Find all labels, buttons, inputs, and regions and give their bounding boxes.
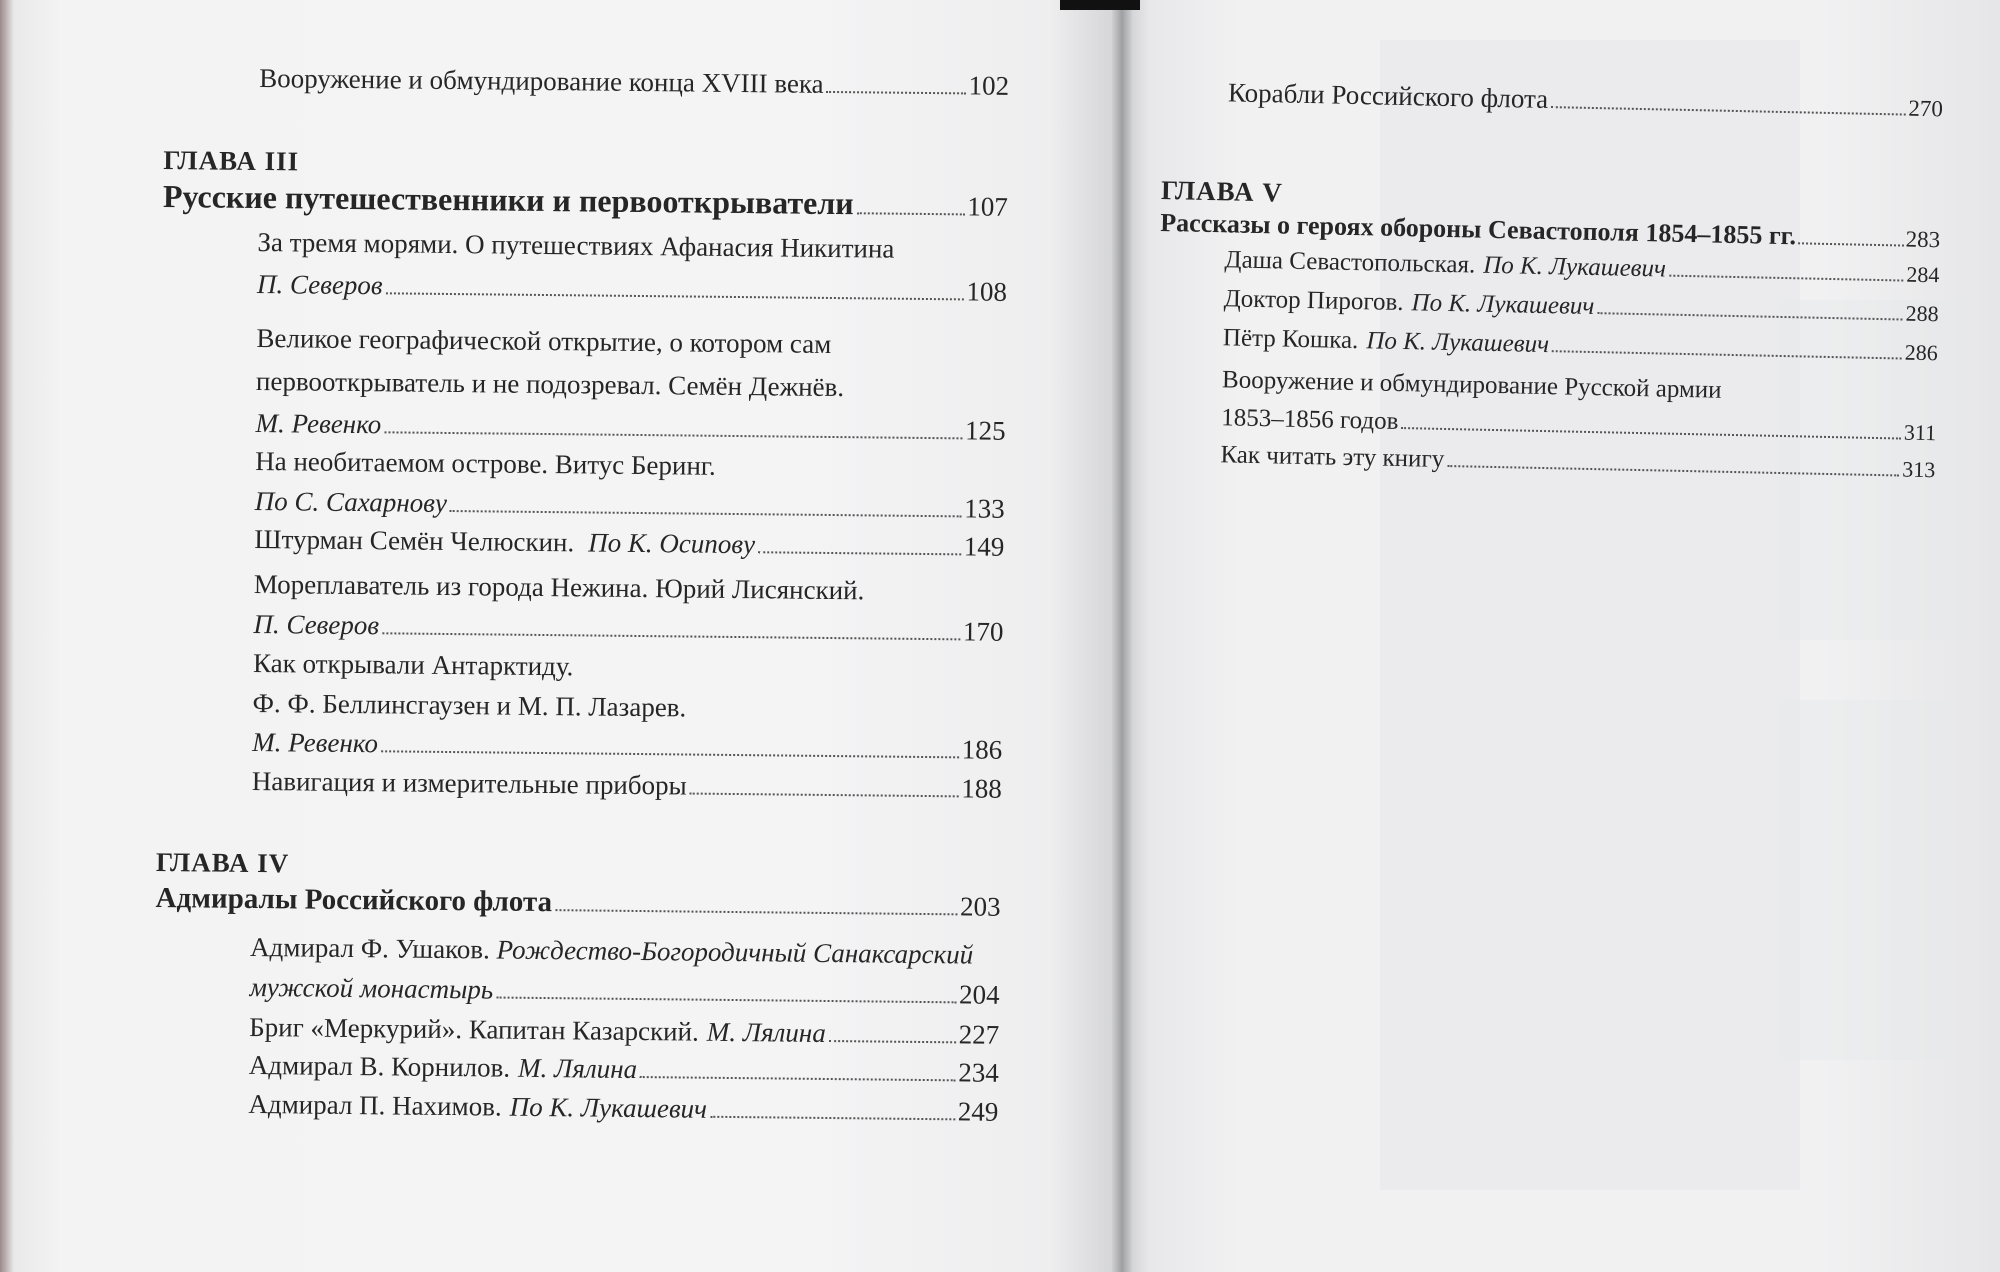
page-number: 203	[959, 891, 1001, 922]
chapter-label: ГЛАВА III	[163, 144, 300, 177]
right-toc-block	[1138, 0, 1944, 1272]
toc-entry-author: М. Лялина	[517, 1052, 638, 1085]
toc-entry-author: М. Лялина	[706, 1016, 826, 1048]
chapter-title-text: Русские путешественники и первооткрыватели	[162, 177, 854, 222]
toc-entry-title: За тремя морями. О путешествиях Афанасия Никитина	[257, 226, 895, 264]
cover-edge	[1060, 0, 1140, 10]
page-number: 249	[957, 1096, 999, 1127]
toc-entry-title-cont: 1853–1856 годов	[1220, 404, 1399, 435]
toc-entry-title: Адмирал В. Корнилов.	[248, 1049, 511, 1083]
dot-leader	[710, 1116, 955, 1121]
page-number: 108	[966, 276, 1008, 307]
toc-entry-title: Адмирал П. Нахимов.	[248, 1088, 502, 1122]
toc-entry-author: По К. Осипову	[588, 527, 756, 560]
page-number: 102	[968, 70, 1010, 101]
dot-leader	[384, 431, 962, 439]
dot-leader	[496, 997, 956, 1004]
toc-entry-author: По К. Лукашевич	[1366, 327, 1550, 359]
toc-entry-author: М. Ревенко	[255, 407, 382, 440]
toc-entry-title: Бриг «Меркурий». Капитан Казарский.	[249, 1011, 699, 1047]
page-number: 234	[958, 1057, 999, 1088]
chapter-label: ГЛАВА IV	[155, 846, 290, 879]
dot-leader	[382, 632, 960, 640]
toc-entry-author: По С. Сахарнову	[254, 485, 448, 518]
chapter-title-3	[163, 178, 1008, 231]
page-number: 283	[1905, 226, 1941, 253]
toc-entry-title: Великое географической открытие, о котором сам	[256, 322, 832, 359]
dot-leader	[857, 212, 965, 215]
toc-entry-title: Пётр Кошка.	[1222, 324, 1359, 355]
toc-entry-249	[248, 1089, 998, 1137]
chapter-title-text: Рассказы о героях обороны Севастополя 1854–1855 гг.	[1160, 207, 1797, 251]
toc-entry-title: Мореплаватель из города Нежина. Юрий Лисянский.	[253, 568, 865, 606]
dot-leader	[381, 750, 959, 758]
toc-entry-270	[1228, 77, 1944, 132]
toc-entry-author: мужской монастырь	[249, 971, 494, 1005]
chapter-label: ГЛАВА V	[1160, 174, 1284, 208]
toc-entry-title: Адмирал Ф. Ушаков.	[249, 931, 491, 965]
toc-entry-author: Рождество-Богородичный Санаксарский	[496, 934, 974, 970]
toc-entry-188	[252, 766, 1002, 814]
dot-leader	[1597, 312, 1902, 320]
book-gutter	[1112, 0, 1132, 1272]
page-number: 149	[963, 531, 1005, 562]
dot-leader	[1552, 350, 1902, 359]
toc-entry-title: Навигация и измерительные приборы	[251, 765, 687, 801]
toc-entry-author: По К. Лукашевич	[1482, 251, 1667, 283]
toc-entry-title: Вооружение и обмундирование Русской армии	[1221, 366, 1722, 404]
dot-leader	[1447, 465, 1899, 476]
page-number: 170	[962, 616, 1004, 647]
toc-entry-author: По К. Лукашевич	[509, 1091, 708, 1124]
page-number: 188	[961, 773, 1002, 804]
page-number: 313	[1902, 456, 1936, 483]
page-number: 204	[958, 979, 1000, 1010]
toc-entry-title: Корабли Российского флота	[1227, 77, 1549, 115]
page-number: 227	[958, 1019, 1000, 1050]
page-number: 270	[1908, 95, 1944, 122]
dot-leader	[450, 510, 961, 517]
toc-entry-author: П. Северов	[256, 268, 383, 301]
dot-leader	[829, 1040, 956, 1043]
dot-leader	[1798, 242, 1904, 246]
toc-entry-108	[257, 269, 1007, 317]
dot-leader	[555, 909, 957, 915]
toc-entry-title: Штурман Семён Челюскин.	[254, 523, 575, 558]
toc-entry-title-line	[250, 932, 973, 971]
page-number: 107	[967, 191, 1009, 222]
dot-leader	[386, 292, 964, 300]
page-number: 125	[964, 415, 1006, 446]
chapter-title-4	[155, 882, 1000, 935]
chapter-title-text: Адмиралы Российского флота	[155, 881, 553, 919]
toc-entry-title: Доктор Пирогов.	[1223, 285, 1404, 317]
dot-leader	[640, 1076, 955, 1081]
dot-leader	[827, 91, 966, 94]
page-number: 133	[964, 493, 1005, 524]
toc-entry-title: Как читать эту книгу	[1220, 441, 1445, 473]
left-toc-block	[152, 0, 1010, 1272]
dot-leader	[690, 793, 959, 798]
toc-entry-102	[259, 63, 1009, 111]
dot-leader	[758, 551, 961, 555]
page-number: 288	[1905, 300, 1939, 327]
page-number: 286	[1904, 339, 1939, 366]
toc-entry-title: На необитаемом острове. Витус Беринг.	[255, 445, 716, 481]
right-page	[1120, 0, 2000, 1272]
toc-entry-title: Вооружение и обмундирование конца XVIII века	[259, 62, 824, 99]
dot-leader	[1669, 275, 1903, 282]
toc-entry-title-cont: Ф. Ф. Беллинсгаузен и М. П. Лазарев.	[252, 687, 687, 723]
page-number: 186	[961, 734, 1003, 765]
toc-entry-author: По К. Лукашевич	[1411, 289, 1595, 321]
dot-leader	[1551, 106, 1905, 115]
toc-entry-title-cont: первооткрыватель и не подозревал. Семён Дежнёв.	[255, 365, 845, 403]
toc-entry-title: Как открывали Антарктиду.	[252, 647, 574, 682]
toc-entry-author: П. Северов	[253, 608, 380, 641]
dot-leader	[1401, 427, 1901, 439]
page-number: 284	[1906, 261, 1940, 288]
toc-entry-author: М. Ревенко	[252, 726, 379, 759]
page-number: 311	[1903, 419, 1937, 446]
toc-entry-title: Даша Севастопольская.	[1224, 246, 1476, 279]
toc-entry-149	[254, 524, 1004, 572]
